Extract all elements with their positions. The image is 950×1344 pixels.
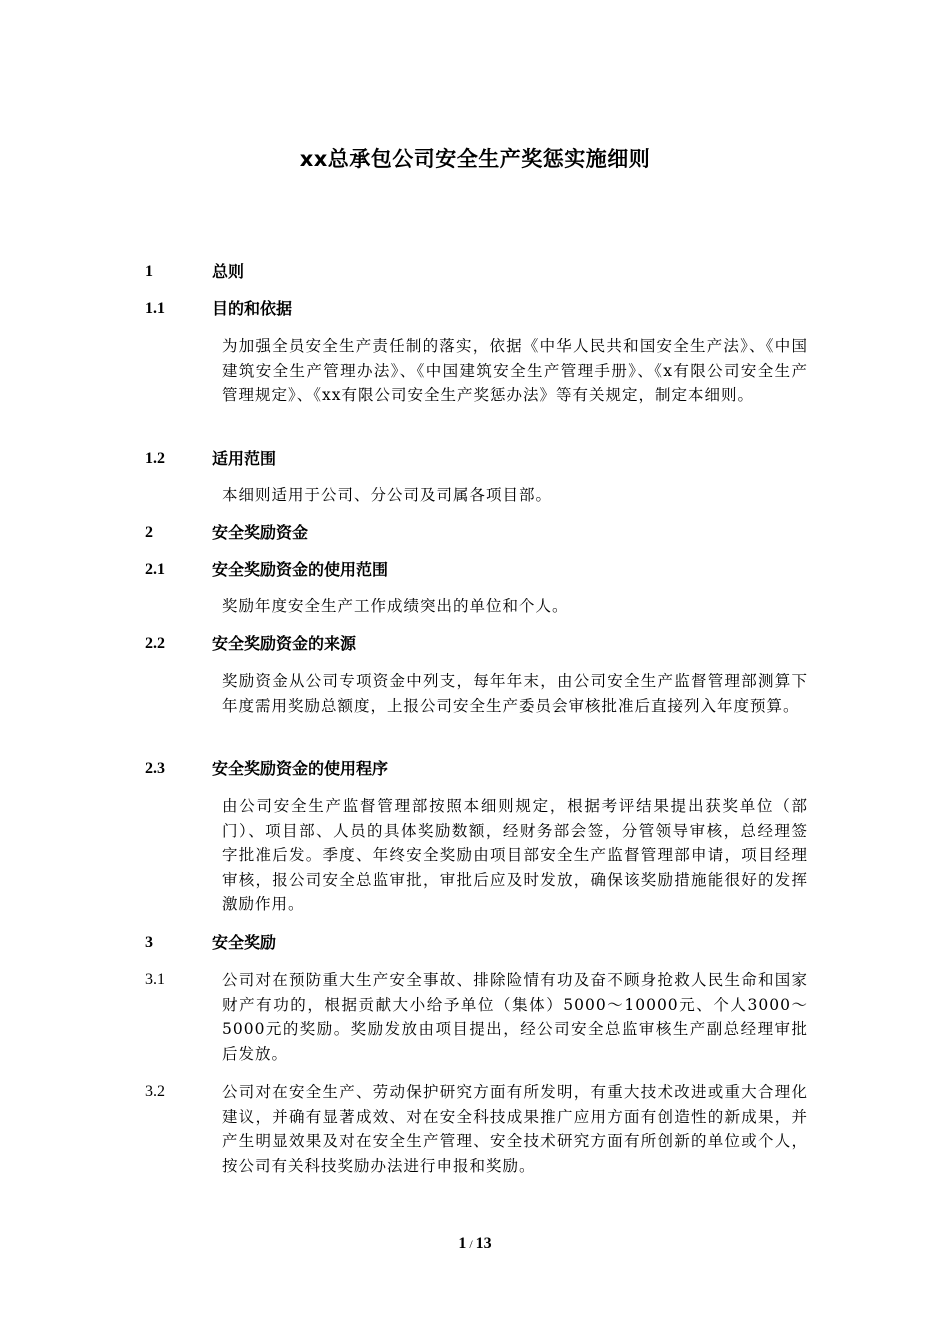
section-body-2-2: 奖励资金从公司专项资金中列支，每年年末，由公司安全生产监督管理部测算下年度需用奖励总额度，上报公司安全生产委员会审核批准后直接列入年度预算。 [222,672,808,715]
section-body-1-1: 为加强全员安全生产责任制的落实，依据《中华人民共和国安全生产法》、《中国建筑安全生产管理办法》、《中国建筑安全生产管理手册》、《x有限公司安全生产管理规定》、《xx有限公司安全生产奖惩办法》等有关规定，制定本细则。 [222,337,808,404]
clause-number-3-2: 3.2 [145,1083,165,1100]
section-title: 安全奖励资金的使用程序 [212,759,389,778]
section-number: 2.3 [145,760,165,777]
section-title: 总则 [212,262,245,281]
total-pages-number: 13 [475,1235,492,1252]
page-title: xx总承包公司安全生产奖惩实施细则 [299,147,651,171]
section-number: 2.2 [145,635,165,652]
section-title: 安全奖励资金的使用范围 [212,560,389,579]
clause-body-3-1: 公司对在预防重大生产安全事故、排除险情有功及奋不顾身抢救人民生命和国家财产有功的，根据贡献大小给予单位（集体）5000～10000元、个人3000～5000元的奖励。奖励发放由项目提出，经公司安全总监审核生产副总经理审批后发放。 [222,971,808,1063]
section-number: 2 [145,524,153,541]
section-title: 安全奖励 [212,933,277,952]
page-separator: / [469,1237,473,1251]
section-title: 适用范围 [212,449,277,468]
page-number-footer [0,1233,950,1255]
section-body-1-2: 本细则适用于公司、分公司及司属各项目部。 [222,486,553,504]
clause-body-3-2: 公司对在安全生产、劳动保护研究方面有所发明，有重大技术改进或重大合理化建议，并确有显著成效、对在安全科技成果推广应用方面有创造性的新成果，并产生明显效果及对在安全生产管理、安全技术研究方面有所创新的单位或个人，按公司有关科技奖励办法进行申报和奖励。 [222,1083,808,1175]
section-number: 1 [145,263,153,280]
section-body-2-3: 由公司安全生产监督管理部按照本细则规定，根据考评结果提出获奖单位（部门）、项目部、人员的具体奖励数额，经财务部会签，分管领导审核，总经理签字批准后发。季度、年终安全奖励由项目部安全生产监督管理部申请，项目经理审核，报公司安全总监审批，审批后应及时发放，确保该奖励措施能很好的发挥激励作用。 [222,797,808,913]
section-number: 3 [145,934,153,951]
clause-number-3-1: 3.1 [145,971,165,988]
section-number: 1.2 [145,450,165,467]
section-number: 2.1 [145,561,165,578]
section-title: 目的和依据 [212,299,293,318]
current-page-number: 1 [458,1235,467,1252]
section-body-2-1: 奖励年度安全生产工作成绩突出的单位和个人。 [222,597,569,615]
section-title: 安全奖励资金 [212,523,309,542]
section-number: 1.1 [145,300,165,317]
section-title: 安全奖励资金的来源 [212,634,357,653]
